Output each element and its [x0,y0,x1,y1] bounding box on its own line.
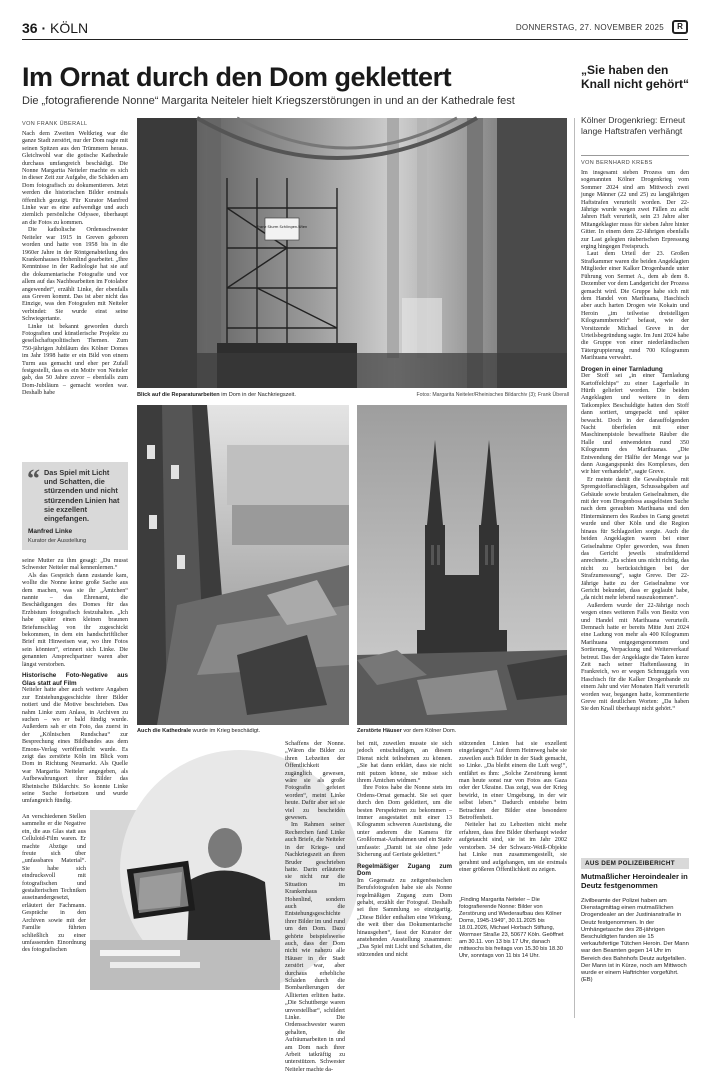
article-paragraph: Die katholische Ordensschwester Neiteler war 1915 in Greven geboren worden und hatte von 1958 bis in die 1960er Jahre in der Röntgenabteilung des Krankenhauses Hohenlind gearbeitet. „Ihre Kenntnisse in der Radiologie hat sie auf die dokumentarische Fotografie und vor allem auf das Nachbearbeiten im Fotolabor angewendet“, erzählt Linke, der ebenfalls aus Greven kommt. Das ist aber nicht das Einzige, was den Fotografen mit Neiteler verbindet: Sie wurde einst seine Schwiegertante. [22,227,128,323]
article-paragraph: stürzenden Linien hat sie exzellent eingefangen.“ Auf ihrem Heimweg habe sie zuweilen auch Bilder in der Stadt gemacht, so Linke. „Da bleibt einem die Luft weg!“, entfährt es ihm: „Solche Zerstörung kennt man heute sonst nur von Fotos aus Gaza oder der Ukraine. Das zeigt, was der Krieg bewirkt, in einer Umgebung, in der wir selbst leben.“ Dadurch entstehe beim Betrachten der Bilder eine besondere Betroffenheit. [459,741,567,822]
police-brief-text: Zivilbeamte der Polizei haben am Dienstagmittag einen mutmaßlichen Drogendealer an der Justinianstraße in Deutz festgenommen. In der Umhängetasche des 28-jährigen Beschuldigten fanden sie 15 verkaufsfertige Tütchen Heroin. Der Mann war den Beamten gegen 14 Uhr im Bereich des Bahnhofs Deutz aufgefallen. Der Mann ist in Kürze, noch am Mittwoch wurde er einem Haftrichter vorgeführt. (EB) [581,898,689,984]
page-header [22,18,688,40]
newspaper-logo: R [672,20,688,34]
article-paragraph: Nach dem Zweiten Weltkrieg war die ganze Stadt zerstört, nur der Dom ragte mit seinen Spitzen aus den Trümmern heraus. Gleichwohl war die gotische Kathedrale durchaus umfangreich beschädigt. Die Nonne Margarita Neiteler machte es sich in dieser Zeit zur Aufgabe, die Schäden am Dom fotografisch zu dokumentieren. Jetzt werden die historischen Bilder erstmals öffentlich gezeigt. Für Kurator Manfred Linke war es eine aufwendige und auch ziemlich persönliche Odyssee, überhaupt an die Fotos zu kommen. [22,131,128,226]
article-paragraph: Linke ist bekannt geworden durch Fotografien und künstlerische Projekte zu gesellschaftspolitischen Themen. Zum 750-jährigen Jubiläum des Kölner Domes im Jahr 1998 hatte er ein Bild von einem Turm aus gemacht und eher per Zufall festgestellt, dass es ein Motiv von Neiteler gab, das 50 Jahre zuvor – ebenfalls zum Dom-Jubiläum – gemacht worden war. Deshalb habe [22,323,128,397]
exhibition-info-text: „Finding Margarita Neiteler – Die fotografierende Nonne: Bilder von Zerstörung und Wiederaufbau des Kölner Doms, 1945-1949“, 30.11.2025 bis 18.01.2026, Michael Horbach Stiftung, Wormser Straße 23, 50677 Köln. Geöffnet am 30.11. von 13 bis 17 Uhr, danach mittwochs bis freitags von 15.30 bis 18.30 Uhr, sonntags von 11 bis 14 Uhr. [459,897,564,959]
article-headline: Im Ornat durch den Dom geklettert [22,62,452,92]
photo-cathedral-damage [137,405,349,725]
issue-date: DONNERSTAG, 27. NOVEMBER 2025 [515,23,664,32]
photo-cathedral-damage-caption: Auch die Kathedrale wurde im Krieg beschädigt. [137,728,261,734]
article-paragraph: An verschiedenen Stellen sammelte er die Negative ein, die aus Glas statt aus Celluloid-Film waren. Er machte Abzüge und freute sich über „unfassbares Material“. Sie habe sich eindrucksvoll mit fotografischen und gestalterischen Techniken auseinandergesetzt, erläutert der Fachmann. Gespräche in den Archiven sowie mit der Familie führten schließlich zu einer umfassenden Einordnung des fotografischen [22,814,86,954]
page-number: 36 · KÖLN [22,20,89,36]
quote-mark-icon: “ [27,464,40,493]
sidebar-rule [581,155,689,156]
article-subheading: Regelmäßiger Zugang zum Dom [357,862,452,878]
sidebar-byline: VON BERNHARD KREBS [581,160,653,166]
photo-destroyed-houses-image [357,405,567,725]
sidebar-paragraph: Im insgesamt sieben Prozess um den sogenannten Kölner Drogenkrieg vom Sommer 2024 sind am Mittwoch zwei junge Männer (22 und 25) zu langjährigen Haftstrafen verurteilt worden. Der 22-Jährige wurde wegen zwei Fällen zu acht Jahren Haft verurteilt, sein 23 Jahre alter Mitangeklagter muss für sieben Jahre hinter Gitter. In einem dem 22-Jährigen ebenfalls zur Last gelegten räuberischen Erpressung erging hingegen Freispruch. [581,170,689,251]
photo-credit: Fotos: Margarita Neiteler/Rheinisches Bildarchiv (3); Frank Überall [416,392,569,398]
article-byline: VON FRANK ÜBERALL [22,121,88,127]
article-subheading: Historische Foto-Negative aus Glas statt auf Film [22,672,128,687]
article-column-1b [22,558,128,814]
pull-quote-text: Das Spiel mit Licht und Schatten, die stürzenden und nicht stürzenden Linien hat sie exzellent eingefangen. [44,468,120,524]
repair-sign-text: Franz Sturm Schlingen-Wien [256,225,308,229]
sidebar-paragraph: Er meinte damit die Gewaltspirale mit Sprengstoffanschlägen, Schussabgaben auf Gebäude sowie brutalen Geiselnahmen, die mit der vom Drogenboss ausgelösten Suche nach dem geraubten Marihuana und den Hintermännern des Raubes in Gang gesetzt wurde und über Köln und die Region hinaus für Schlagzeilen sorgte. Auch die beiden Angeklagten waren bei einer Geiselnahme Opfer geworden, was ihnen das Gericht jeweils strafmildernd anrechnete. „Es schien uns nicht richtig, das nicht zu berücksichtigen bei der Strafzumessung“, sagte Greve. Der 22-Jährige hatte zu der Geiselnahme vor Gericht bekundet, dass er geglaubt habe, „da nicht mehr lebend rauszukommen“. [581,476,689,602]
pull-quote-name: Manfred Linke [28,528,73,535]
sidebar-subhead: Kölner Drogenkrieg: Erneut lange Haftstrafen verhängt [581,115,686,136]
police-brief-headline: Mutmaßlicher Heroindealer in Deutz festgenommen [581,872,688,891]
exhibition-info [459,897,567,960]
article-column-4 [459,741,567,893]
article-paragraph: Neiteler hatte aber auch weitere Angaben zur Entstehungsgeschichte ihrer Bilder notiert und die Motive beschrieben. Das nahm Linke zum Anlass, in Archiven zu suchen – wo er bald fündig wurde. Außerdem sah er ein Foto, das zuerst in der „Kölnischen Rundschau“ zur Besprechung eines Bildbandes aus dem Emons-Verlag veröffentlicht wurde. Es zeigt das zerstörte Köln im Blick vom Dom in Richtung Neumarkt. Als Quelle war Margarita Neiteler angegeben, als Aufbewahrungsort ihrer Bilder das Rheinische Bildarchiv. So konnte Linke seine Suche fortsetzen und wurde umfangreich fündig. [22,687,128,805]
article-subhead: Die „fotografierende Nonne“ Margarita Neiteler hielt Kriegszerstörungen in und an der Kathedrale fest [22,95,515,107]
photo-repair-works-image [137,118,567,388]
article-paragraph: Ihre Fotos habe die Nonne stets im Ordens-Ornat gemacht. Sie sei quer durch den Dom geklettert, um die besten Perspektiven zu bekommen – immer ausgestattet mit einer 13 Kilogramm schweren Ausrüstung, die unter anderem die Kamera für Großformat-Aufnahmen und ein Stativ umfasste: „Damit ist sie ohne jede Sicherung auf Gerüste geklettert.“ [357,785,452,859]
photo-curator-portrait-image [90,810,280,990]
sidebar-paragraph: Außerdem wurde der 22-Jährige noch wegen eines weiteren Falls von Besitz von und Handel mit Marihuana verurteilt. Demnach hatte er bereits Mitte Juni 2024 eine Ladung von mehr als 400 Kilogramm Marihuana entgegengenommen und Sortierung, Verpackung und Weiterverkauf betreut. Das der Angeklagte die Taten kurze Zeit nach seiner Haftentlassung in Frankreich, wo er wegen Schmuggels von Haschisch für die Kalker Drogenbande zu einem Jahr und vier Monaten Haft verurteilt worden war, begangen hatte, kommentierte Greve mit deutlichen Worten: „Da haben Sie den Knall überhaupt nicht gehört.“ [581,602,689,713]
repair-sign [265,218,299,240]
photo-cathedral-damage-image [137,405,349,725]
pull-quote-role: Kurator der Ausstellung [28,538,87,544]
section-name: KÖLN [50,20,89,36]
column-divider [574,118,575,1018]
article-column-3 [357,741,452,1018]
article-paragraph: Im Rahmen seiner Recherchen fand Linke auch Briefe, die Neiteler in der Kriegs- und Nachkriegszeit an ihren Bruder geschrieben hatte. Darin erläuterte sie nicht nur die Situation im Krankenhaus Hohenlind, sondern auch die Entstehungsgeschichte ihrer Bilder im und rund um den Dom. Dazu gehörte beispielsweise auch, dass der Dom nicht wie nahezu alle Häuser in der Stadt zerstört war, aber durchaus erhebliche Schäden durch die Bombardierungen der Alliierten erlitten hatte. „Die Schuttberge waren unvorstellbar“, schildert Linke. Die Ordensschwester waren gehalten, die Aufräumarbeiten in und am Dom nach ihrer Arbeit tatkräftig zu unterstützen. Schwester Neiteler machte da- [285,822,345,1073]
sidebar-subheading: Drogen in einer Tarnladung [581,365,663,373]
sidebar-paragraph: Laut dem Urteil der 23. Großen Strafkammer waren die beiden Angeklagten Mitglieder einer Kalker Drogenbande unter Führung von Sermet A., dem ab dem 8. Dezember vor dem Landgericht der Prozess gemacht wird. Die Gruppe habe sich mit dem Handel von Marihuana, Haschisch aber auch harten Drogen wie Kokain und Heroin „im teilweise dreistelligen Kilogrammbereich“ befasst, wie der Vorsitzende Michael Greve in der Urteilsbegründung sagte. Im Juni 2024 habe die Gruppe von einer niederländischen Tätergruppierung rund 700 Kilogramm Marihuana verwahrt. [581,251,689,362]
sidebar-paragraph: Der Stoff sei „in einer Tarnladung Kartoffelchips“ zu einer Lagerhalle in Hürth geliefert worden. Die beiden Angeklagten und weitere in dem Tatkomplex Beschuldigte hatten den Stoff dann sortiert, umgepackt und später bewacht. Doch in der darauffolgenden Nacht überfielen mit einer Maschinenpistole bewaffnete Räuber die Halle und entwendeten rund 350 Kilogramm des Marihuanas. „Die Entwendung der Hälfte der Menge war ja dann Ausgangspunkt des Komplexes, den wir hier verhandeln“, sagte Greve. [581,373,689,476]
sidebar-headline: „Sie haben den Knall nicht gehört“ [581,63,689,91]
article-paragraph: Als das Gespräch dann zustande kam, wollte die Nonne keine große Sache aus dem machen, was sie ihr „Ämtchen“ nannte – das Ehrenamt, die Beschädigungen des Domes für das Erzbistum fotografisch festzuhalten. „Ich habe später einen kleinen braunen Briefumschlag von ihr zugeschickt bekommen, in dem ein handschriftlicher Brief mit Hinweisen war, wo ihre Fotos sein könnten“, erinnert sich Linke. Die genannten Ansprechpartner waren aber längst verstorben. [22,572,128,668]
photo-repair-works [137,118,567,388]
article-column-1c [22,814,86,1018]
article-paragraph: seine Mutter zu ihm gesagt: „Du musst Schwester Neiteler mal kennenlernen.“ [22,558,128,572]
sidebar-article-body [581,170,689,852]
police-report-tag: AUS DEM POLIZEIBERICHT [581,858,689,869]
article-column-1 [22,131,128,455]
article-column-2 [285,741,345,1073]
article-paragraph: Im Gegensatz zu zeitgenössischen Berufsfotografen habe sie als Nonne regelmäßigen Zugang zum Dom gehabt, erzählt der Fotograf. Deshalb sei ihre Sammlung so einzigartig. „Diese Bilder enthalten eine Wirkung, die weit über das Dokumentarische hinausgehen“, fasst der Kurator der anstehenden Ausstellung zusammen: „Das Spiel mit Licht und Schatten, die stürzenden und nicht [357,877,452,958]
article-paragraph: Schaffens der Nonne. „Wären die Bilder zu ihren Lebzeiten der Öffentlichkeit zugänglich gewesen, wäre sie als große Fotografin gefeiert worden“, meint Linke heute. Dafür aber sei sie viel zu bescheiden gewesen. [285,741,345,822]
article-paragraph: bei mit, zuweilen musste sie sich jedoch entschuldigen, an diesem Dienst nicht teilnehmen zu können. „Sie hat dann erklärt, dass sie nicht mit putzen könne, sie müsse sich ihrem Ämtchen widmen.“ [357,741,452,785]
photo-repair-works-caption: Blick auf die Reparaturarbeiten im Dom in der Nachkriegszeit. [137,392,296,398]
pull-quote [22,462,128,550]
photo-destroyed-houses-caption: Zerstörte Häuser vor dem Kölner Dom. [357,728,457,734]
photo-curator-portrait [90,810,280,990]
photo-destroyed-houses [357,405,567,725]
article-paragraph: Neiteler hat zu Lebzeiten nicht mehr erfahren, dass ihre Bilder überhaupt wieder aufgetaucht sind, sie ist im Jahr 2002 verstorben. 34 der Schwarz-Weiß-Objekte hat Linke nun zusammengestellt, sie gerahmt und aufgehangen, um sie erstmals einer größeren Öffentlichkeit zu zeigen. [459,822,567,873]
